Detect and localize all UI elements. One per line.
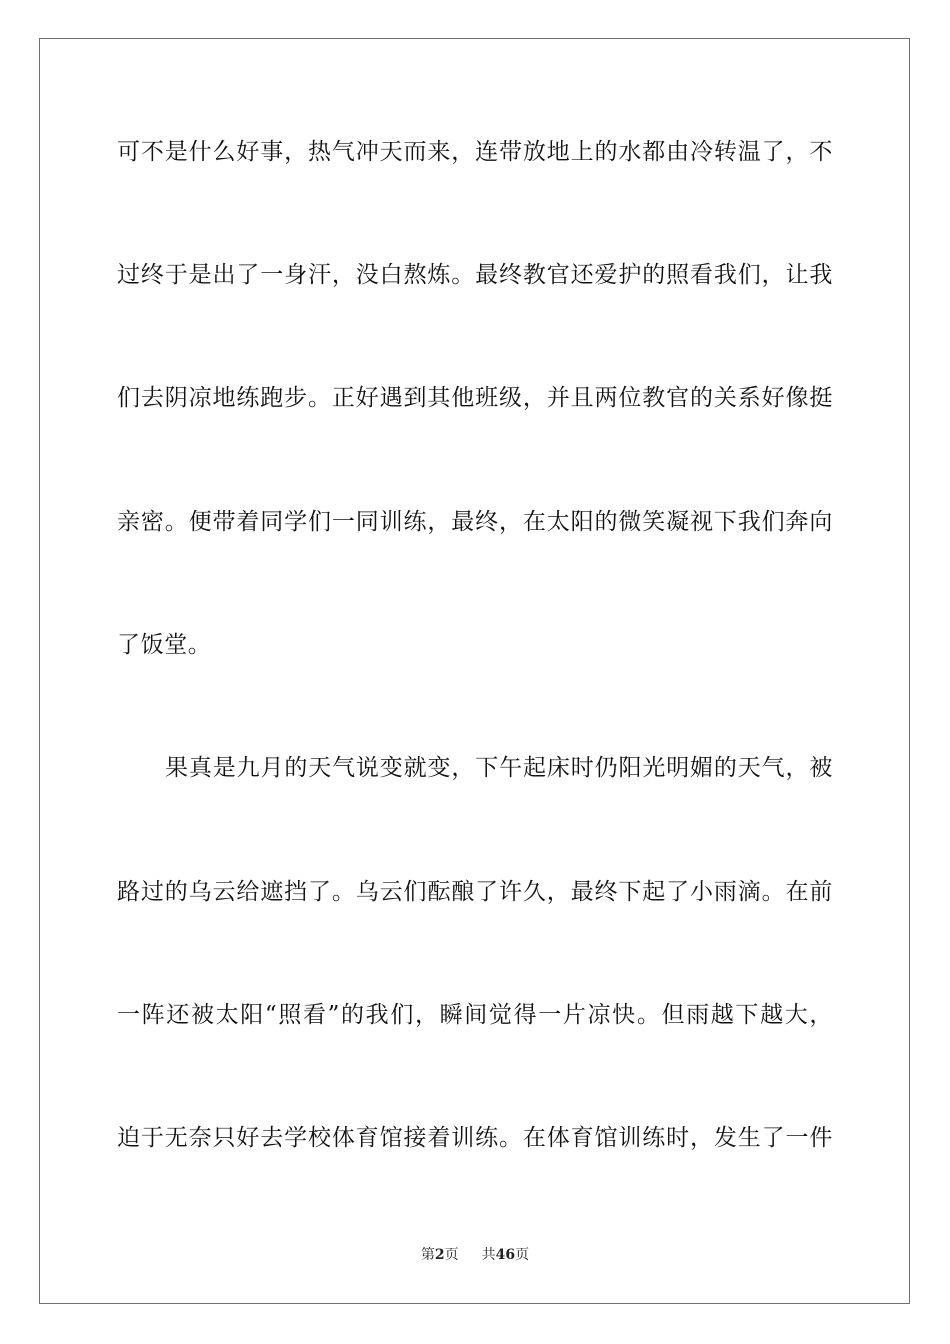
text-line: 一阵还被太阳“照看”的我们，瞬间觉得一片凉快。但雨越下越大，: [117, 1002, 833, 1028]
text-line: 路过的乌云给遮挡了。乌云们酝酿了许久，最终下起了小雨滴。在前: [117, 879, 833, 905]
page-border: [39, 38, 910, 1304]
text-line: 们去阴凉地练跑步。正好遇到其他班级，并且两位教官的关系好像挺: [117, 385, 833, 411]
text-line: 可不是什么好事，热气冲天而来，连带放地上的水都由冷转温了，不: [117, 139, 833, 165]
text-line: 亲密。便带着同学们一同训练，最终，在太阳的微笑凝视下我们奔向: [117, 509, 833, 535]
page-suffix: 页: [444, 1247, 459, 1263]
total-suffix: 页: [515, 1247, 530, 1263]
page-footer: [0, 1245, 950, 1265]
page-prefix: 第: [420, 1247, 435, 1263]
paragraph-first-line: 果真是九月的天气说变就变，下午起床时仍阳光明媚的天气，被: [165, 755, 833, 781]
page-number: 2: [434, 1247, 445, 1263]
text-line: 迫于无奈只好去学校体育馆接着训练。在体育馆训练时，发生了一件: [117, 1125, 833, 1151]
total-prefix: 共: [481, 1247, 496, 1263]
text-line: 过终于是出了一身汗，没白熬炼。最终教官还爱护的照看我们，让我: [117, 262, 833, 288]
text-line: 了饭堂。: [117, 632, 212, 658]
total-pages: 46: [495, 1247, 516, 1263]
